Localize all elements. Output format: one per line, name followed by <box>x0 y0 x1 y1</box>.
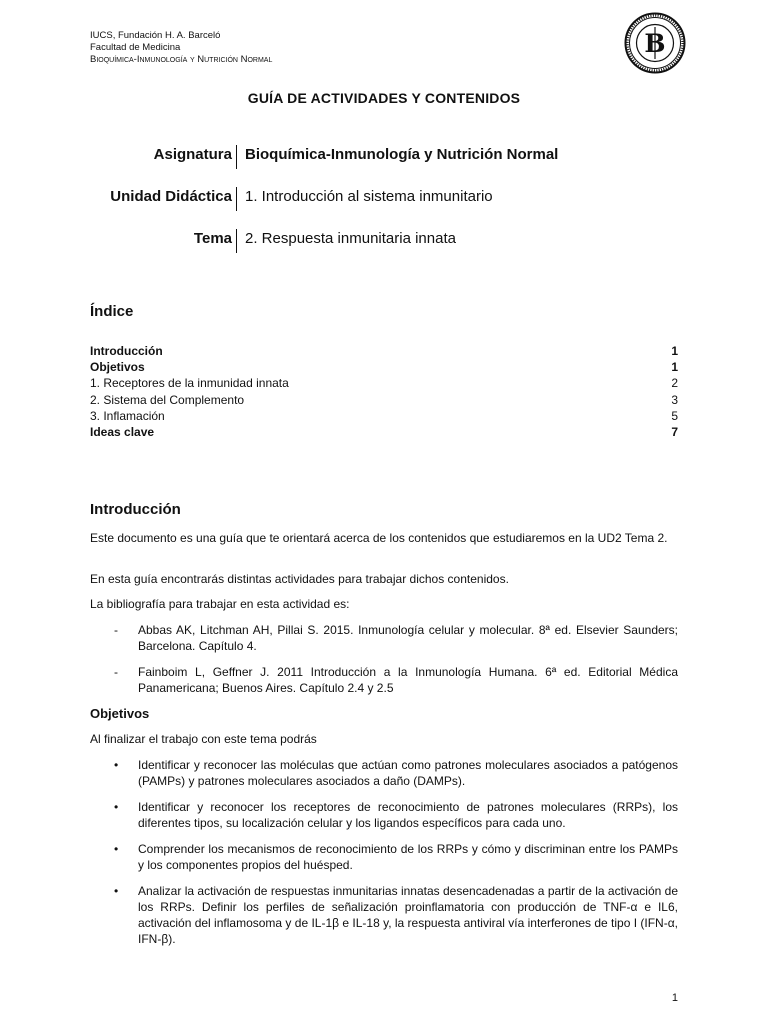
bullet-icon: • <box>114 842 119 856</box>
objetivos-lead: Al finalizar el trabajo con este tema podrás <box>90 732 317 746</box>
meta-value: 1. Introducción al sistema inmunitario <box>245 188 493 205</box>
bibliography-text: Abbas AK, Litchman AH, Pillai S. 2015. Inmunología celular y molecular. 8ª ed. Elsevier Saunders; Barcelona. Capítulo 4. <box>138 623 678 653</box>
subject-line: Bioquímica-Inmunología y Nutrición Normal <box>90 54 273 65</box>
objective-text: Comprender los mecanismos de reconocimiento de los RRPs y cómo y discriminan entre los PAMPs y los componentes propios del huésped. <box>138 842 678 872</box>
meta-key: Tema <box>193 230 232 247</box>
barcelo-seal-logo-icon <box>624 12 686 74</box>
toc-page: 2 <box>671 376 678 391</box>
bullet-icon: • <box>114 884 119 898</box>
toc-label: 3. Inflamación <box>90 408 165 423</box>
objective-text: Identificar y reconocer los receptores de reconocimiento de patrones moleculares (RRPs), los diferentes tipos, su localización celular y los ligandos específicos para cada uno. <box>138 800 678 830</box>
toc-entry[interactable] <box>90 392 680 408</box>
list-dash: - <box>114 623 118 637</box>
list-dash: - <box>114 665 118 679</box>
toc-page: 1 <box>671 344 678 358</box>
meta-row-tema <box>0 230 768 256</box>
page-number: 1 <box>671 992 678 1004</box>
meta-key: Unidad Didáctica <box>110 188 232 205</box>
toc-page: 1 <box>671 360 678 375</box>
toc-page: 3 <box>671 392 678 407</box>
introduccion-heading: Introducción <box>90 501 181 518</box>
svg-text:B: B <box>644 29 666 58</box>
meta-value: Bioquímica-Inmunología y Nutrición Normal <box>245 146 559 163</box>
intro-paragraph: Este documento es una guía que te orientará acerca de los contenidos que estudiaremos en la UD2 Tema 2. <box>90 531 668 545</box>
bullet-icon: • <box>114 800 119 814</box>
intro-paragraph: En esta guía encontrarás distintas actividades para trabajar dichos contenidos. <box>90 572 509 586</box>
toc-entry[interactable] <box>90 408 680 424</box>
meta-value: 2. Respuesta inmunitaria innata <box>245 230 456 247</box>
toc-label: Ideas clave <box>90 424 155 439</box>
toc-page: 5 <box>671 408 678 423</box>
toc-entry[interactable] <box>90 359 680 375</box>
objective-text: Analizar la activación de respuestas inmunitarias innatas desencadenadas a partir de la activación de los RRPs. Definir los perfiles de señalización proinflamatoria con producción de TNF-α e IL6, activación del inflamosoma y de IL-1β e IL-18 y, la respuesta antiviral vía interferones de tipo I (IFN-α, IFN-β). <box>138 884 678 946</box>
toc-entry[interactable] <box>90 424 680 440</box>
document-title: GUÍA DE ACTIVIDADES Y CONTENIDOS <box>247 90 521 106</box>
meta-divider <box>236 145 237 169</box>
toc-entry[interactable] <box>90 375 680 391</box>
table-of-contents <box>90 343 680 440</box>
meta-row-unidad <box>0 188 768 214</box>
meta-row-asignatura <box>0 146 768 172</box>
bullet-icon: • <box>114 758 119 772</box>
toc-label: Introducción <box>90 344 163 358</box>
meta-divider <box>236 229 237 253</box>
bibliography-text: Fainboim L, Geffner J. 2011 Introducción a la Inmunología Humana. 6ª ed. Editorial Médica Panamericana; Buenos Aires. Capítulo 2.4 y 2.5 <box>138 665 678 695</box>
toc-label: 2. Sistema del Complemento <box>90 392 245 407</box>
toc-label: 1. Receptores de la inmunidad innata <box>90 376 289 391</box>
toc-entry[interactable] <box>90 343 680 359</box>
toc-label: Objetivos <box>90 360 145 375</box>
indice-heading: Índice <box>90 303 134 320</box>
meta-divider <box>236 187 237 211</box>
faculty-line: Facultad de Medicina <box>90 42 181 53</box>
toc-page: 7 <box>671 424 678 439</box>
objetivos-heading: Objetivos <box>90 706 150 721</box>
meta-key: Asignatura <box>153 146 232 163</box>
objective-text: Identificar y reconocer las moléculas que actúan como patrones moleculares asociados a patógenos (PAMPs) y patrones moleculares asociados a daño (DAMPs). <box>138 758 678 788</box>
document-header <box>90 30 272 66</box>
intro-paragraph: La bibliografía para trabajar en esta actividad es: <box>90 597 350 611</box>
institution-line: IUCS, Fundación H. A. Barceló <box>90 30 221 41</box>
